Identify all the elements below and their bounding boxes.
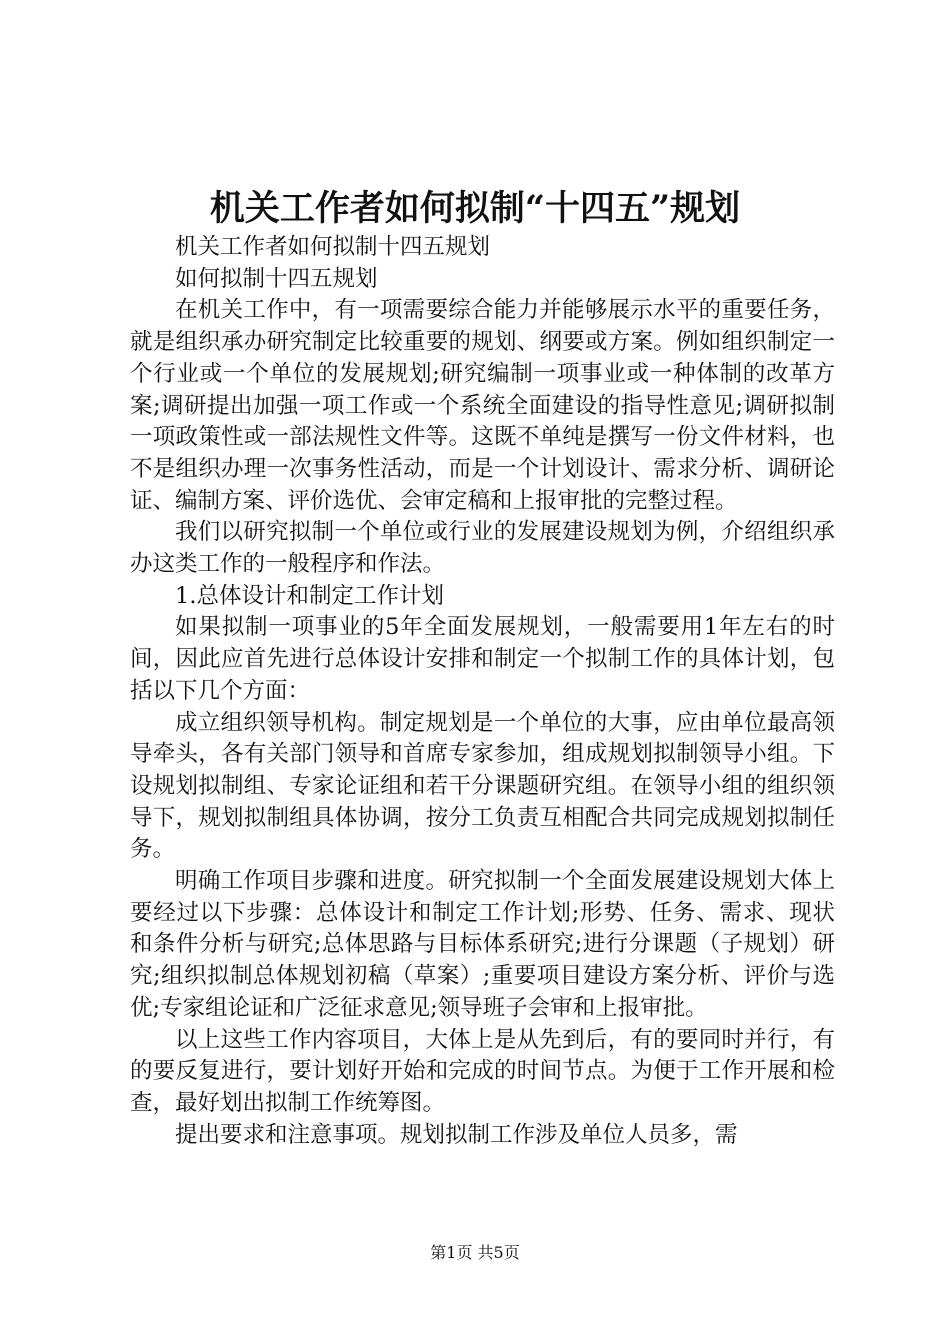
paragraph: 在机关工作中，有一项需要综合能力并能够展示水平的重要任务，就是组织承办研究制定比较重要的规划、纲要或方案。例如组织制定一个行业或一个单位的发展规划;研究编制一项事业或一种体制的改革方案;调研提出加强一项工作或一个系统全面建设的指导性意见;调研拟制一项政策性或一部法规性文件等。这既不单纯是撰写一份文件材料，也不是组织办理一次事务性活动，而是一个计划设计、需求分析、调研论证、编制方案、评价选优、会审定稿和上报审批的完整过程。 [130,297,835,514]
page-footer: 第1页 共5页 [430,1243,520,1262]
paragraph: 以上这些工作内容项目，大体上是从先到后，有的要同时并行，有的要反复进行，要计划好开始和完成的时间节点。为便于工作开展和检查，最好划出拟制工作统筹图。 [130,1026,835,1116]
paragraph: 机关工作者如何拟制十四五规划 [175,234,491,260]
paragraph: 我们以研究拟制一个单位或行业的发展建设规划为例，介绍组织承办这类工作的一般程序和作法。 [130,519,835,578]
section-heading: 1.总体设计和制定工作计划 [175,582,444,609]
paragraph: 提出要求和注意事项。规划拟制工作涉及单位人员多，需 [175,1121,738,1148]
paragraph: 如果拟制一项事业的5年全面发展规划，一般需要用1年左右的时间，因此应首先进行总体设计安排和制定一个拟制工作的具体计划，包括以下几个方面： [130,614,835,704]
paragraph: 成立组织领导机构。制定规划是一个单位的大事，应由单位最高领导牵头，各有关部门领导和首席专家参加，组成规划拟制领导小组。下设规划拟制组、专家论证组和若干分课题研究组。在领导小组的组织领导下，规划拟制组具体协调，按分工负责互相配合共同完成规划拟制任务。 [130,709,835,863]
paragraph: 如何拟制十四五规划 [175,265,378,292]
document-title: 机关工作者如何拟制“十四五”规划 [209,188,741,229]
paragraph: 明确工作项目步骤和进度。研究拟制一个全面发展建设规划大体上要经过以下步骤：总体设计和制定工作计划;形势、任务、需求、现状和条件分析与研究;总体思路与目标体系研究;进行分课题（子规划）研究;组织拟制总体规划初稿（草案）;重要项目建设方案分析、评价与选优;专家组论证和广泛征求意见;领导班子会审和上报审批。 [130,868,835,1021]
document-body [130,232,835,1151]
